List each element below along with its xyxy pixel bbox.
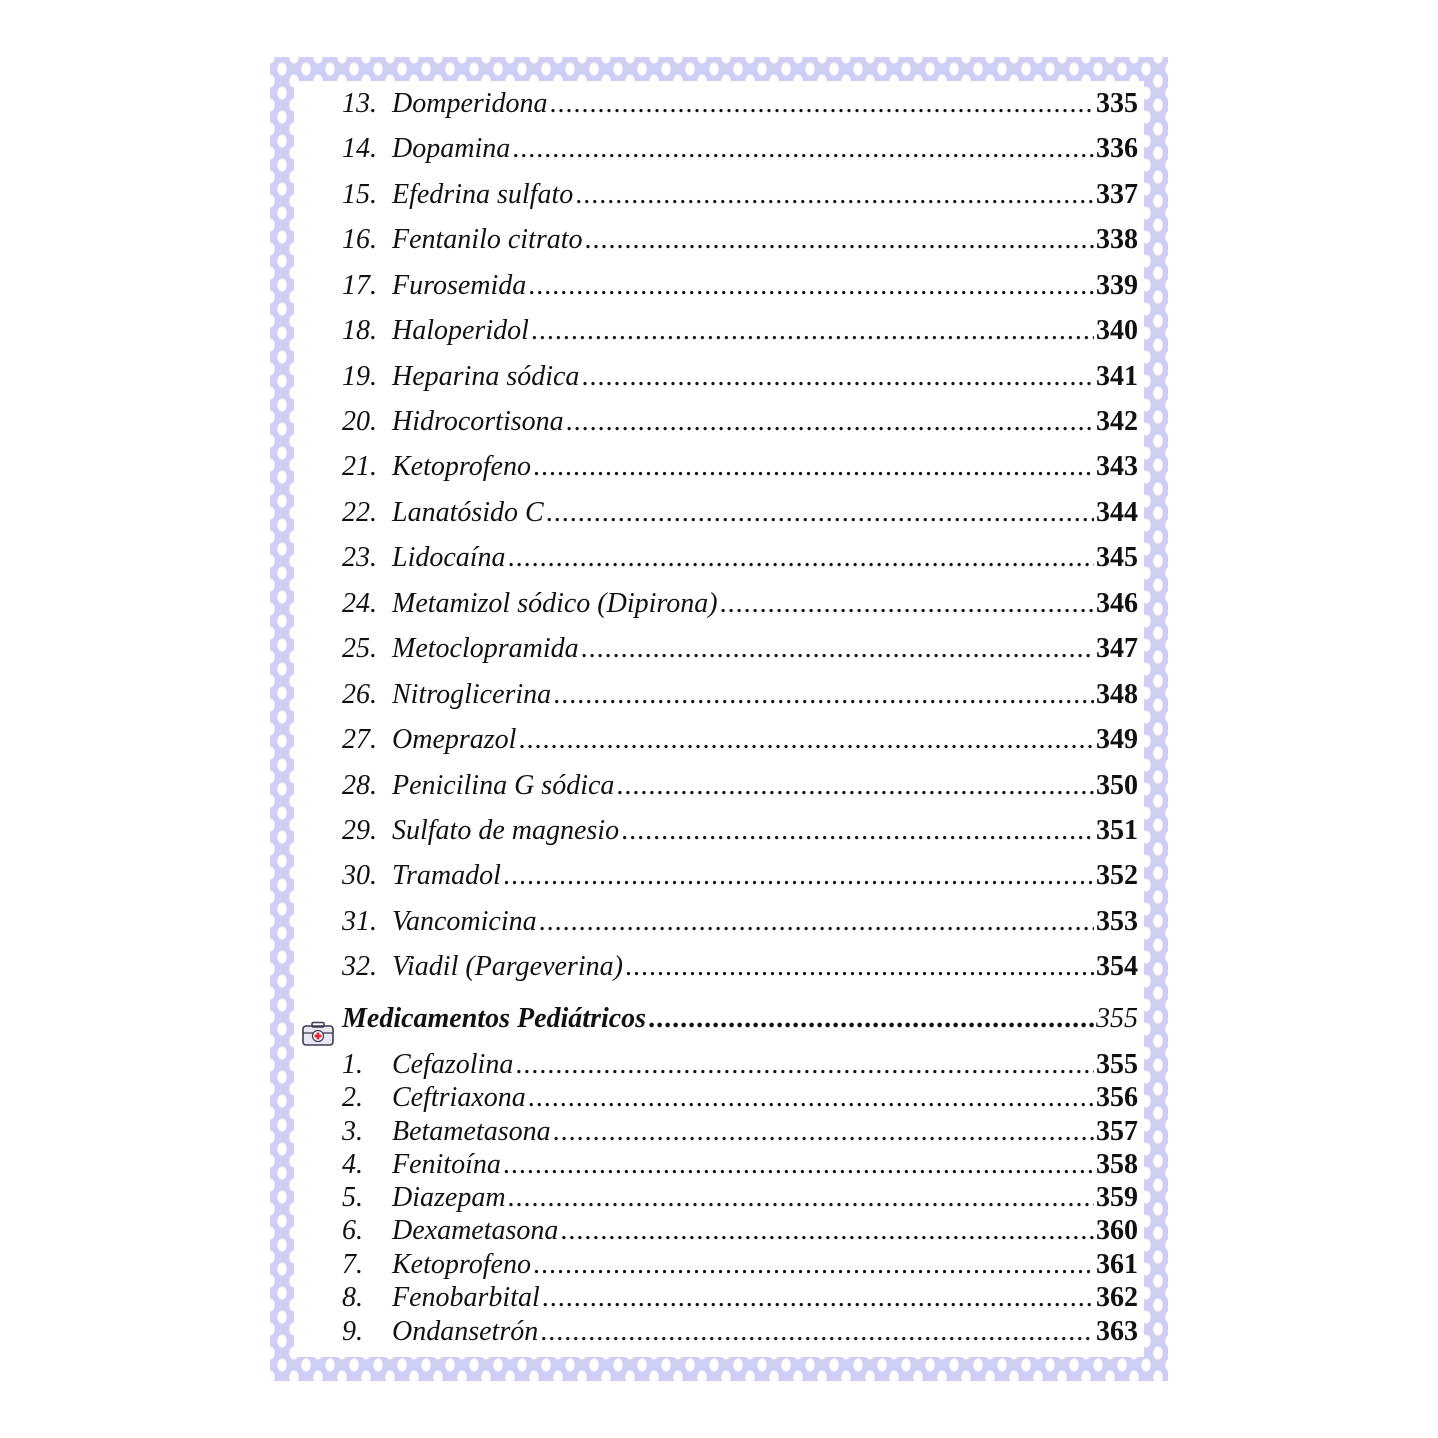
entry-title: Heparina sódica <box>392 361 580 392</box>
entry-title: Dexametasona <box>392 1215 559 1246</box>
entry-title: Omeprazol <box>392 724 517 755</box>
dot-leader <box>531 315 1094 347</box>
entry-title: Ketoprofeno <box>392 451 531 482</box>
dot-leader <box>515 1049 1094 1081</box>
entry-number: 1. <box>342 1049 363 1080</box>
dot-leader <box>539 906 1094 938</box>
entry-number: 9. <box>342 1316 363 1347</box>
entry-page: 342 <box>1096 406 1138 437</box>
entry-page: 357 <box>1096 1116 1138 1147</box>
entry-title: Tramadol <box>392 860 501 891</box>
entry-page: 347 <box>1096 633 1138 664</box>
page-content <box>294 81 1144 1357</box>
entry-page: 336 <box>1096 133 1138 164</box>
dot-leader <box>503 860 1094 892</box>
entry-number: 20. <box>342 406 377 437</box>
toc-entry[interactable] <box>342 406 1138 446</box>
toc-entry[interactable] <box>342 270 1138 310</box>
toc-section-heading[interactable] <box>342 1003 1138 1043</box>
dot-leader <box>575 179 1094 211</box>
entry-number: 15. <box>342 179 377 210</box>
entry-title: Nitroglicerina <box>392 679 552 710</box>
entry-number: 19. <box>342 361 377 392</box>
dot-leader <box>621 815 1094 847</box>
section-page: 355 <box>1096 1003 1138 1034</box>
entry-number: 4. <box>342 1149 363 1180</box>
entry-page: 337 <box>1096 179 1138 210</box>
toc-entry[interactable] <box>342 770 1138 810</box>
dot-leader <box>581 633 1094 665</box>
medical-kit-icon <box>301 1021 335 1047</box>
entry-title: Domperidona <box>392 88 548 119</box>
entry-page: 360 <box>1096 1215 1138 1246</box>
entry-title: Haloperidol <box>392 315 529 346</box>
dot-leader <box>533 1249 1094 1281</box>
entry-number: 8. <box>342 1282 363 1313</box>
entry-page: 355 <box>1096 1049 1138 1080</box>
entry-title: Hidrocortisona <box>392 406 564 437</box>
entry-title: Diazepam <box>392 1182 506 1213</box>
entry-title: Furosemida <box>392 270 527 301</box>
toc-entry[interactable] <box>342 951 1138 991</box>
toc-entry[interactable] <box>342 906 1138 946</box>
entry-page: 346 <box>1096 588 1138 619</box>
entry-page: 343 <box>1096 451 1138 482</box>
toc-entry[interactable] <box>342 542 1138 582</box>
entry-number: 16. <box>342 224 377 255</box>
entry-page: 356 <box>1096 1082 1138 1113</box>
entry-page: 339 <box>1096 270 1138 301</box>
toc-entry[interactable] <box>342 497 1138 537</box>
toc-entry[interactable] <box>342 633 1138 673</box>
toc-entry[interactable] <box>342 179 1138 219</box>
entry-number: 18. <box>342 315 377 346</box>
entry-page: 363 <box>1096 1316 1138 1347</box>
toc-entry[interactable] <box>342 679 1138 719</box>
dot-leader <box>625 951 1094 983</box>
entry-number: 23. <box>342 542 377 573</box>
entry-number: 17. <box>342 270 377 301</box>
dot-leader <box>560 1215 1094 1247</box>
entry-number: 6. <box>342 1215 363 1246</box>
entry-page: 338 <box>1096 224 1138 255</box>
table-of-contents <box>294 81 1144 1357</box>
entry-number: 30. <box>342 860 377 891</box>
entry-page: 340 <box>1096 315 1138 346</box>
entry-number: 21. <box>342 451 377 482</box>
entry-title: Cefazolina <box>392 1049 514 1080</box>
entry-number: 7. <box>342 1249 363 1280</box>
dot-leader <box>566 406 1094 438</box>
entry-title: Betametasona <box>392 1116 551 1147</box>
toc-entry[interactable] <box>342 88 1138 128</box>
entry-number: 25. <box>342 633 377 664</box>
entry-page: 354 <box>1096 951 1138 982</box>
entry-page: 361 <box>1096 1249 1138 1280</box>
dot-leader <box>512 133 1094 165</box>
dot-leader <box>540 1316 1094 1348</box>
entry-page: 348 <box>1096 679 1138 710</box>
entry-title: Ondansetrón <box>392 1316 539 1347</box>
entry-page: 344 <box>1096 497 1138 528</box>
entry-title: Sulfato de magnesio <box>392 815 620 846</box>
entry-page: 358 <box>1096 1149 1138 1180</box>
entry-page: 349 <box>1096 724 1138 755</box>
entry-number: 13. <box>342 88 377 119</box>
entry-page: 350 <box>1096 770 1138 801</box>
entry-number: 22. <box>342 497 377 528</box>
entry-title: Metoclopramida <box>392 633 579 664</box>
dot-leader <box>648 1003 1094 1035</box>
entry-page: 359 <box>1096 1182 1138 1213</box>
dot-leader <box>720 588 1094 620</box>
dot-leader <box>528 1082 1094 1114</box>
toc-entry[interactable] <box>342 724 1138 764</box>
entry-number: 3. <box>342 1116 363 1147</box>
dot-leader <box>585 224 1094 256</box>
entry-number: 29. <box>342 815 377 846</box>
toc-entry[interactable] <box>342 361 1138 401</box>
entry-title: Metamizol sódico (Dipirona) <box>392 588 718 619</box>
entry-number: 27. <box>342 724 377 755</box>
decorative-border <box>270 57 1168 1381</box>
entry-number: 24. <box>342 588 377 619</box>
toc-entry[interactable] <box>342 315 1138 355</box>
entry-number: 28. <box>342 770 377 801</box>
toc-entry[interactable] <box>342 815 1138 855</box>
entry-title: Fenitoína <box>392 1149 501 1180</box>
entry-page: 362 <box>1096 1282 1138 1313</box>
entry-title: Lidocaína <box>392 542 506 573</box>
dot-leader <box>550 88 1094 120</box>
entry-title: Lanatósido C <box>392 497 544 528</box>
toc-entry[interactable] <box>342 133 1138 173</box>
entry-title: Ketoprofeno <box>392 1249 531 1280</box>
toc-entry[interactable] <box>342 1316 1138 1356</box>
dot-leader <box>581 361 1094 393</box>
section-title: Medicamentos Pediátricos <box>342 1003 647 1034</box>
dot-leader <box>503 1149 1094 1181</box>
dot-leader <box>528 270 1094 302</box>
entry-number: 14. <box>342 133 377 164</box>
entry-title: Efedrina sulfato <box>392 179 574 210</box>
toc-entry[interactable] <box>342 588 1138 628</box>
entry-page: 352 <box>1096 860 1138 891</box>
entry-title: Ceftriaxona <box>392 1082 526 1113</box>
dot-leader <box>508 1182 1094 1214</box>
dot-leader <box>546 497 1094 529</box>
dot-leader <box>542 1282 1094 1314</box>
entry-page: 335 <box>1096 88 1138 119</box>
dot-leader <box>553 679 1094 711</box>
entry-page: 341 <box>1096 361 1138 392</box>
entry-title: Vancomicina <box>392 906 537 937</box>
entry-number: 26. <box>342 679 377 710</box>
entry-page: 351 <box>1096 815 1138 846</box>
entry-number: 31. <box>342 906 377 937</box>
entry-number: 5. <box>342 1182 363 1213</box>
entry-title: Fentanilo citrato <box>392 224 583 255</box>
entry-page: 353 <box>1096 906 1138 937</box>
entry-title: Viadil (Pargeverina) <box>392 951 623 982</box>
toc-entry[interactable] <box>342 451 1138 491</box>
entry-page: 345 <box>1096 542 1138 573</box>
dot-leader <box>518 724 1094 756</box>
toc-entry[interactable] <box>342 224 1138 264</box>
dot-leader <box>508 542 1094 574</box>
entry-number: 2. <box>342 1082 363 1113</box>
entry-number: 32. <box>342 951 377 982</box>
entry-title: Fenobarbital <box>392 1282 540 1313</box>
dot-leader <box>616 770 1094 802</box>
entry-title: Dopamina <box>392 133 511 164</box>
toc-entry[interactable] <box>342 860 1138 900</box>
dot-leader <box>533 451 1094 483</box>
dot-leader <box>553 1116 1094 1148</box>
entry-title: Penicilina G sódica <box>392 770 615 801</box>
